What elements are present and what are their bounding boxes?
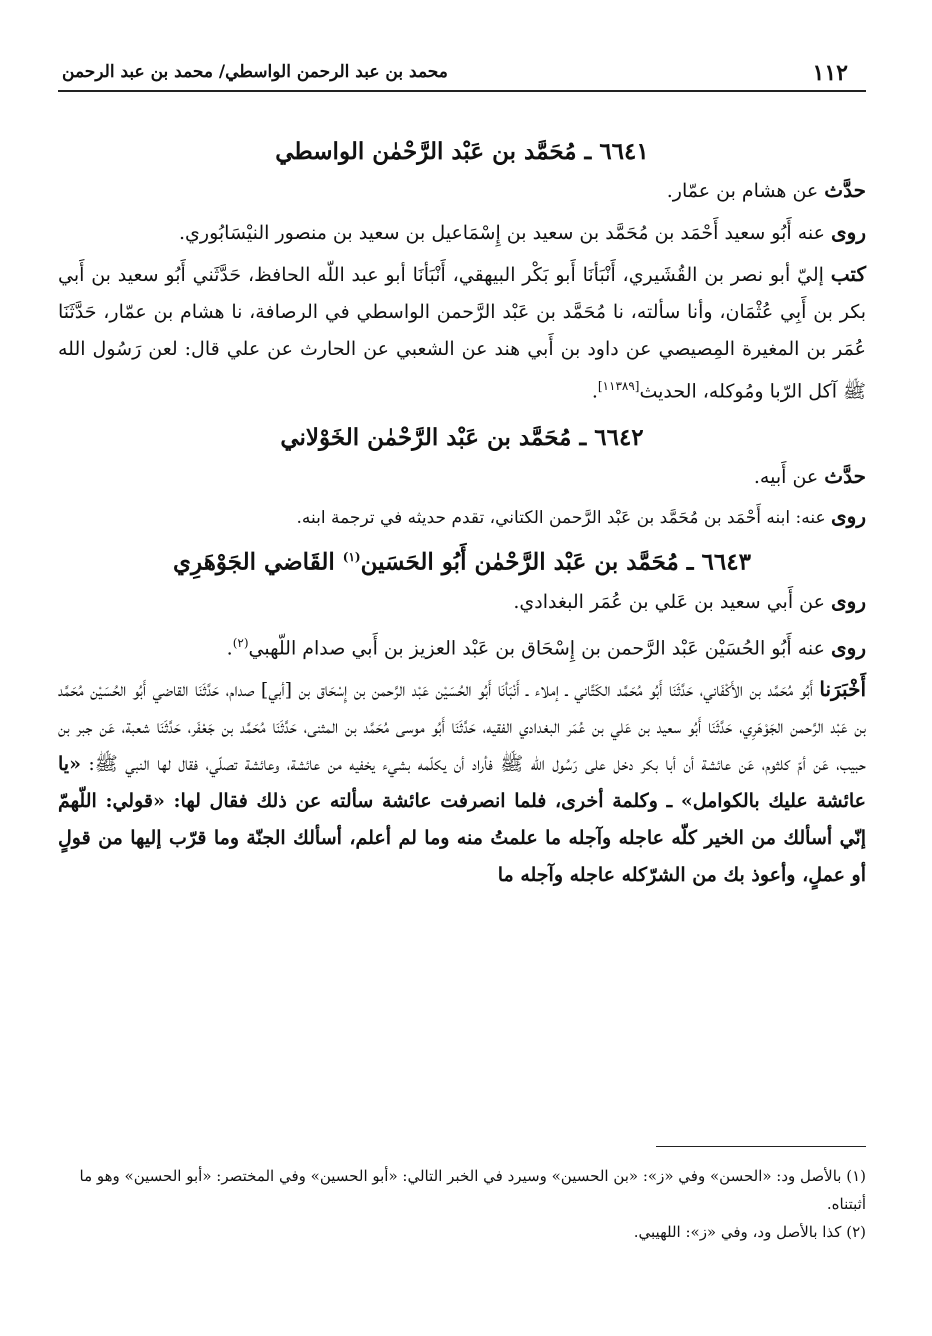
footnote-marker: (١): [342, 550, 361, 565]
hadith-reference: [١١٣٨٩]: [597, 379, 640, 393]
rawa-paragraph: [58, 583, 866, 621]
main-text: [58, 132, 866, 894]
akhbarana-text: أَبُو مُحَمَّد بن الأَكْفَاني، حَدَّثَنَا أَبُو مُحَمَّد الكَتَّاني ـ إملاء ـ أَنْبَأنَا أَبُو الحُسَيْن عَبْد الرَّحمن بن إِسْحَاق بن [أبي] صدام، حَدَّثَنَا القاضي أَبُو الحُسَيْن مُحَمَّد بن عَبْد الرَّحمن الجَوْهَرِي، حَدَّثَنَا أَبُو سعيد بن عَلي بن عُمَر البغدادي الفقيه، حَدَّثَنَا أَبُو موسى مُحَمَّد بن المثنى، حَدَّثَنَا مُحَمَّد بن جَعْفَر، حَدَّثَنَا شعبة، عَن جبر بن حبيب، عَن أمّ كلثوم، عَن عائشة أن أبا بكر دخل على رَسُول الله ﷺ فأراد أن يكلّمه بشيء يخفيه من عائشة، وعائشة تصلّي، فقال لها النبي ﷺ:: [58, 679, 866, 776]
entry-title-6643: [58, 537, 866, 583]
footnote-2: (٢) كذا بالأصل ود، وفي «ز»: اللهيبي.: [633, 1223, 866, 1241]
hadath-text: عن أَبيه.: [753, 466, 825, 489]
rawa-end: .: [226, 637, 233, 660]
kataba-end: .: [591, 380, 598, 403]
hadath-paragraph: [58, 172, 866, 210]
keyword-rawa: روى: [831, 635, 866, 660]
footnotes: [58, 1162, 866, 1246]
rawa-paragraph: [58, 214, 866, 252]
kataba-paragraph: [58, 256, 866, 410]
keyword-hadath: حدَّث: [824, 464, 866, 489]
rawa-text: عنه: ابنه أَحْمَد بن مُحَمَّد بن عَبْد الرَّحمن الكتاني، تقدم حديثه في ترجمة ابنه.: [296, 508, 832, 529]
keyword-akhbarana: أَخْبَرَنا: [819, 677, 866, 702]
keyword-hadath: حدَّث: [824, 178, 866, 202]
footnote-divider: [656, 1146, 866, 1147]
entry-title-main: ٦٦٤٣ ـ مُحَمَّد بن عَبْد الرَّحْمٰن أَبُو الحَسَين: [360, 548, 751, 576]
akhbarana-paragraph: [58, 671, 866, 894]
rawa-text: عنه أَبُو سعيد أَحْمَد بن مُحَمَّد بن سعيد بن إِسْمَاعيل بن سعيد بن منصور النيْسَابُوري.: [178, 222, 832, 244]
footnote-marker: (٢): [232, 635, 249, 650]
rawa-paragraph: [58, 625, 866, 667]
entry-title-tail: القَاضي الجَوْهَرِي: [173, 548, 343, 576]
rawa-text: عن أَبي سعيد بن عَلي بن عُمَر البغدادي.: [513, 590, 832, 613]
keyword-rawa: روى: [831, 504, 866, 529]
hadath-text: عن هشام بن عمّار.: [666, 180, 825, 202]
hadath-paragraph: [58, 458, 866, 496]
hadith-text-bold: «يا عائشة عليك بالكوامل» ـ وكلمة أخرى، فلما انصرفت عائشة سألته عن ذلك فقال لها: «قولي: اللّهمّ إنّي أسألك من الخير كلّه عاجله وآجله ما علمتُ منه وما لم أعلم، أسألك الجنّة وما قرّب إليها من قولٍ أو عملٍ، وأعوذ بك من الشرّكله عاجله وآجله ما: [58, 753, 866, 887]
page-number: ١١٢: [812, 60, 848, 86]
entry-title-6641: ٦٦٤١ ـ مُحَمَّد بن عَبْد الرَّحْمٰن الواسطي: [275, 138, 649, 165]
rawa-paragraph: [58, 498, 866, 537]
keyword-rawa: روى: [831, 220, 866, 244]
rawa-text: عنه أَبُو الحُسَيْن عَبْد الرَّحمن بن إِسْحَاق بن عَبْد العزيز بن أَبي صدام اللّهبي: [248, 637, 832, 660]
book-page: [58, 52, 866, 1292]
running-title: محمد بن عبد الرحمن الواسطي/ محمد بن عبد الرحمن: [62, 62, 448, 82]
footnote-1: (١) بالأصل ود: «الحسن» وفي «ز»: «بن الحسين» وسيرد في الخبر التالي: «أبو الحسين» وفي المختصر: «أبو الحسين» وهو ما أثبتناه.: [79, 1167, 866, 1213]
keyword-kataba: كتب: [830, 262, 866, 286]
keyword-rawa: روى: [831, 588, 866, 613]
kataba-text: إليّ أبو نصر بن القُشَيري، أَنْبَأنَا أَبو بَكْر البيهقي، أَنْبَأنَا أبو عبد اللّه الحافظ، حَدَّثَني أَبُو سعيد بن أَبي بكر بن أَبِي عُثْمَان، وأنا سألته، نا مُحَمَّد بن عَبْد الرَّحمن الواسطي في الرصافة، نا هشام بن عمّار، حَدَّثَنَا عُمَر بن المغيرة المِصيصي عن داود بن أَبي هند عن الشعبي عن الحارث عن علي قال: لعن رَسُول الله ﷺ آكل الرّبا ومُوكله، الحديث: [58, 264, 866, 403]
page-header: [58, 52, 866, 92]
entry-title-6642: ٦٦٤٢ ـ مُحَمَّد بن عَبْد الرَّحْمٰن الخَوْلاني: [280, 424, 644, 452]
